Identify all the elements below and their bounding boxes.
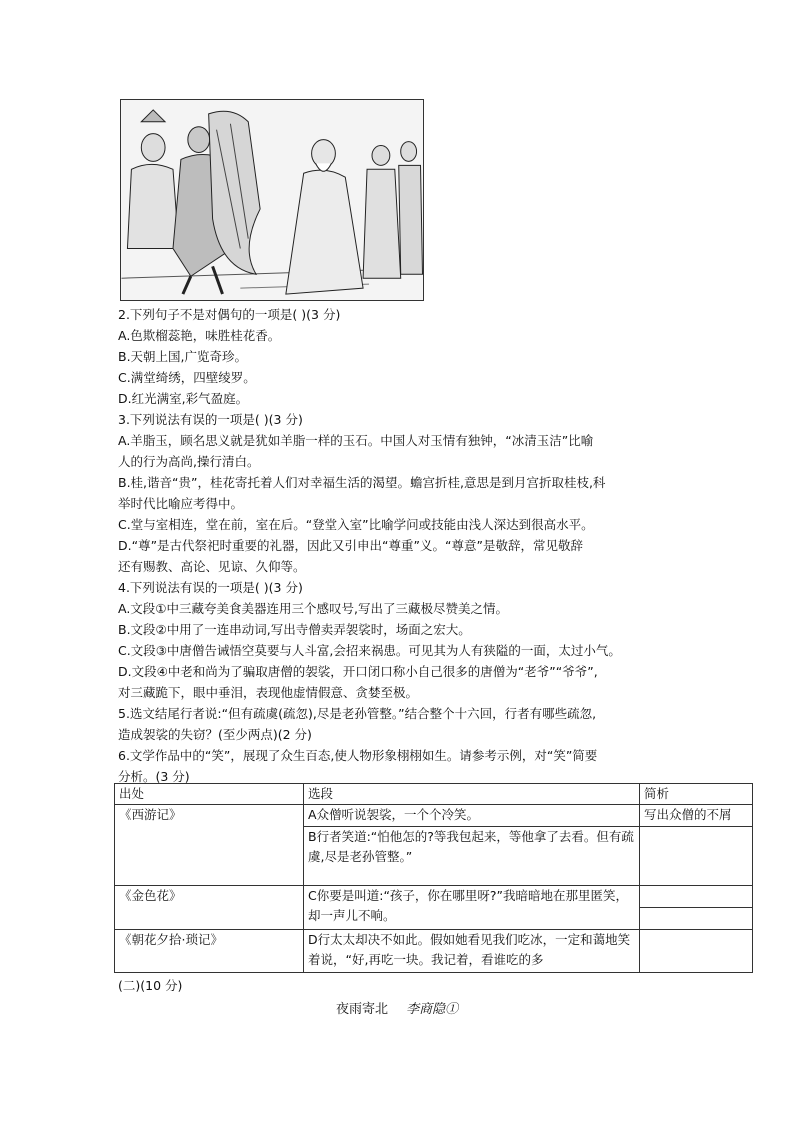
poem-author: 李商隐① bbox=[406, 1002, 459, 1017]
question-item bbox=[118, 640, 718, 661]
poem-heading bbox=[336, 998, 458, 1017]
question-item bbox=[118, 472, 718, 514]
question-line: C.堂与室相连，堂在前，室在后。“登堂入室”比喻学问或技能由浅人深达到很高水平。 bbox=[118, 517, 594, 532]
analysis-d[interactable] bbox=[640, 930, 753, 973]
passage-b: B行者笑道:“怕他怎的?等我包起来，等他拿了去看。但有疏虞,尽是老孙管整。” bbox=[308, 829, 634, 864]
row-source: 《金色花》 bbox=[115, 886, 304, 930]
question-item bbox=[118, 304, 718, 325]
table-header-source: 出处 bbox=[115, 784, 304, 805]
question-item bbox=[118, 703, 718, 745]
question-line: A.羊脂玉，顾名思义就是犹如羊脂一样的玉石。中国人对玉情有独钟，“冰清玉洁”比喻 bbox=[118, 433, 594, 448]
question-block bbox=[118, 304, 718, 787]
question-item bbox=[118, 367, 718, 388]
question-line: 6.文学作品中的“笑”，展现了众生百态,使人物形象栩栩如生。请参考示例，对“笑”简要 bbox=[118, 748, 598, 763]
question-item bbox=[118, 409, 718, 430]
question-line: 对三藏跪下，眼中垂泪，表现他虚情假意、贪婪至极。 bbox=[118, 685, 419, 700]
question-line: 3.下列说法有误的一项是( )(3 分) bbox=[118, 412, 303, 427]
question-line: 5.选文结尾行者说:“但有疏虞(疏忽),尽是老孙管整。”结合整个十六回，行者有哪些疏忽, bbox=[118, 706, 597, 721]
analysis-c1[interactable] bbox=[640, 886, 752, 908]
passage-d: D行太太却决不如此。假如她看见我们吃冰，一定和蔼地笑着说，“好,再吃一块。我记着，看谁吃的多 bbox=[304, 930, 640, 973]
question-line: 分析。(3 分) bbox=[118, 769, 190, 784]
question-line: 4.下列说法有误的一项是( )(3 分) bbox=[118, 580, 303, 595]
question-line: 人的行为高尚,操行清白。 bbox=[118, 454, 260, 469]
question-item bbox=[118, 325, 718, 346]
illustration-drawing bbox=[121, 100, 423, 300]
question-item bbox=[118, 598, 718, 619]
poem-title: 夜雨寄北 bbox=[336, 1002, 389, 1017]
analysis-table bbox=[114, 783, 753, 973]
question-item bbox=[118, 661, 718, 703]
question-line: 还有赐教、高论、见谅、久仰等。 bbox=[118, 559, 306, 574]
table-row bbox=[115, 930, 753, 973]
question-item bbox=[118, 619, 718, 640]
question-line: 举时代比喻应考得中。 bbox=[118, 496, 244, 511]
row-source: 《朝花夕拾·琐记》 bbox=[115, 930, 304, 973]
question-line: D.“尊”是古代祭祀时重要的礼器，因此又引申出“尊重”义。“尊意”是敬辞，常见敬辞 bbox=[118, 538, 583, 553]
question-line: C.文段③中唐僧告诫悟空莫要与人斗富,会招来祸患。可见其为人有狭隘的一面，太过小气。 bbox=[118, 643, 621, 658]
table-row bbox=[115, 805, 753, 886]
question-line: B.桂,谐音“贵”，桂花寄托着人们对幸福生活的渴望。蟾宫折桂,意思是到月宫折取桂枝,科 bbox=[118, 475, 606, 490]
table-header-row bbox=[115, 784, 753, 805]
question-item bbox=[118, 745, 718, 787]
table-header-analysis: 简析 bbox=[640, 784, 753, 805]
question-item bbox=[118, 535, 718, 577]
passage-c: C你要是叫道:“孩子，你在哪里呀?”我暗暗地在那里匿笑，却一声儿不响。 bbox=[304, 886, 640, 930]
question-line: D.红光满室,彩气盈庭。 bbox=[118, 391, 249, 406]
question-item bbox=[118, 430, 718, 472]
section-heading: (二)(10 分) bbox=[118, 978, 183, 993]
question-line: C.满堂绮绣，四壁绫罗。 bbox=[118, 370, 256, 385]
question-line: B.文段②中用了一连串动词,写出寺僧卖弄袈裟时，场面之宏大。 bbox=[118, 622, 471, 637]
question-line: 2.下列句子不是对偶句的一项是( )(3 分) bbox=[118, 307, 341, 322]
passage-a: A众僧听说袈裟，一个个冷笑。 bbox=[304, 805, 639, 827]
question-line: A.色欺榴蕊艳，味胜桂花香。 bbox=[118, 328, 281, 343]
illustration bbox=[120, 99, 424, 301]
question-item bbox=[118, 577, 718, 598]
question-line: 造成袈裟的失窃？(至少两点)(2 分) bbox=[118, 727, 312, 742]
question-item bbox=[118, 346, 718, 367]
question-line: D.文段④中老和尚为了骗取唐僧的袈裟，开口闭口称小自己很多的唐僧为“老爷”“爷爷”, bbox=[118, 664, 598, 679]
analysis-a[interactable]: 写出众僧的不屑 bbox=[640, 805, 752, 827]
row-analysis bbox=[640, 805, 753, 886]
question-item bbox=[118, 388, 718, 409]
question-line: B.天朝上国,广览奇珍。 bbox=[118, 349, 248, 364]
row-source: 《西游记》 bbox=[115, 805, 304, 886]
table-row bbox=[115, 886, 753, 930]
row-analysis bbox=[640, 886, 753, 930]
question-line: A.文段①中三藏夸美食美器连用三个感叹号,写出了三藏极尽赞美之情。 bbox=[118, 601, 508, 616]
analysis-c2[interactable] bbox=[640, 908, 752, 929]
row-passages bbox=[304, 805, 640, 886]
analysis-b[interactable] bbox=[640, 827, 752, 885]
question-item bbox=[118, 514, 718, 535]
table-header-passage: 选段 bbox=[304, 784, 640, 805]
